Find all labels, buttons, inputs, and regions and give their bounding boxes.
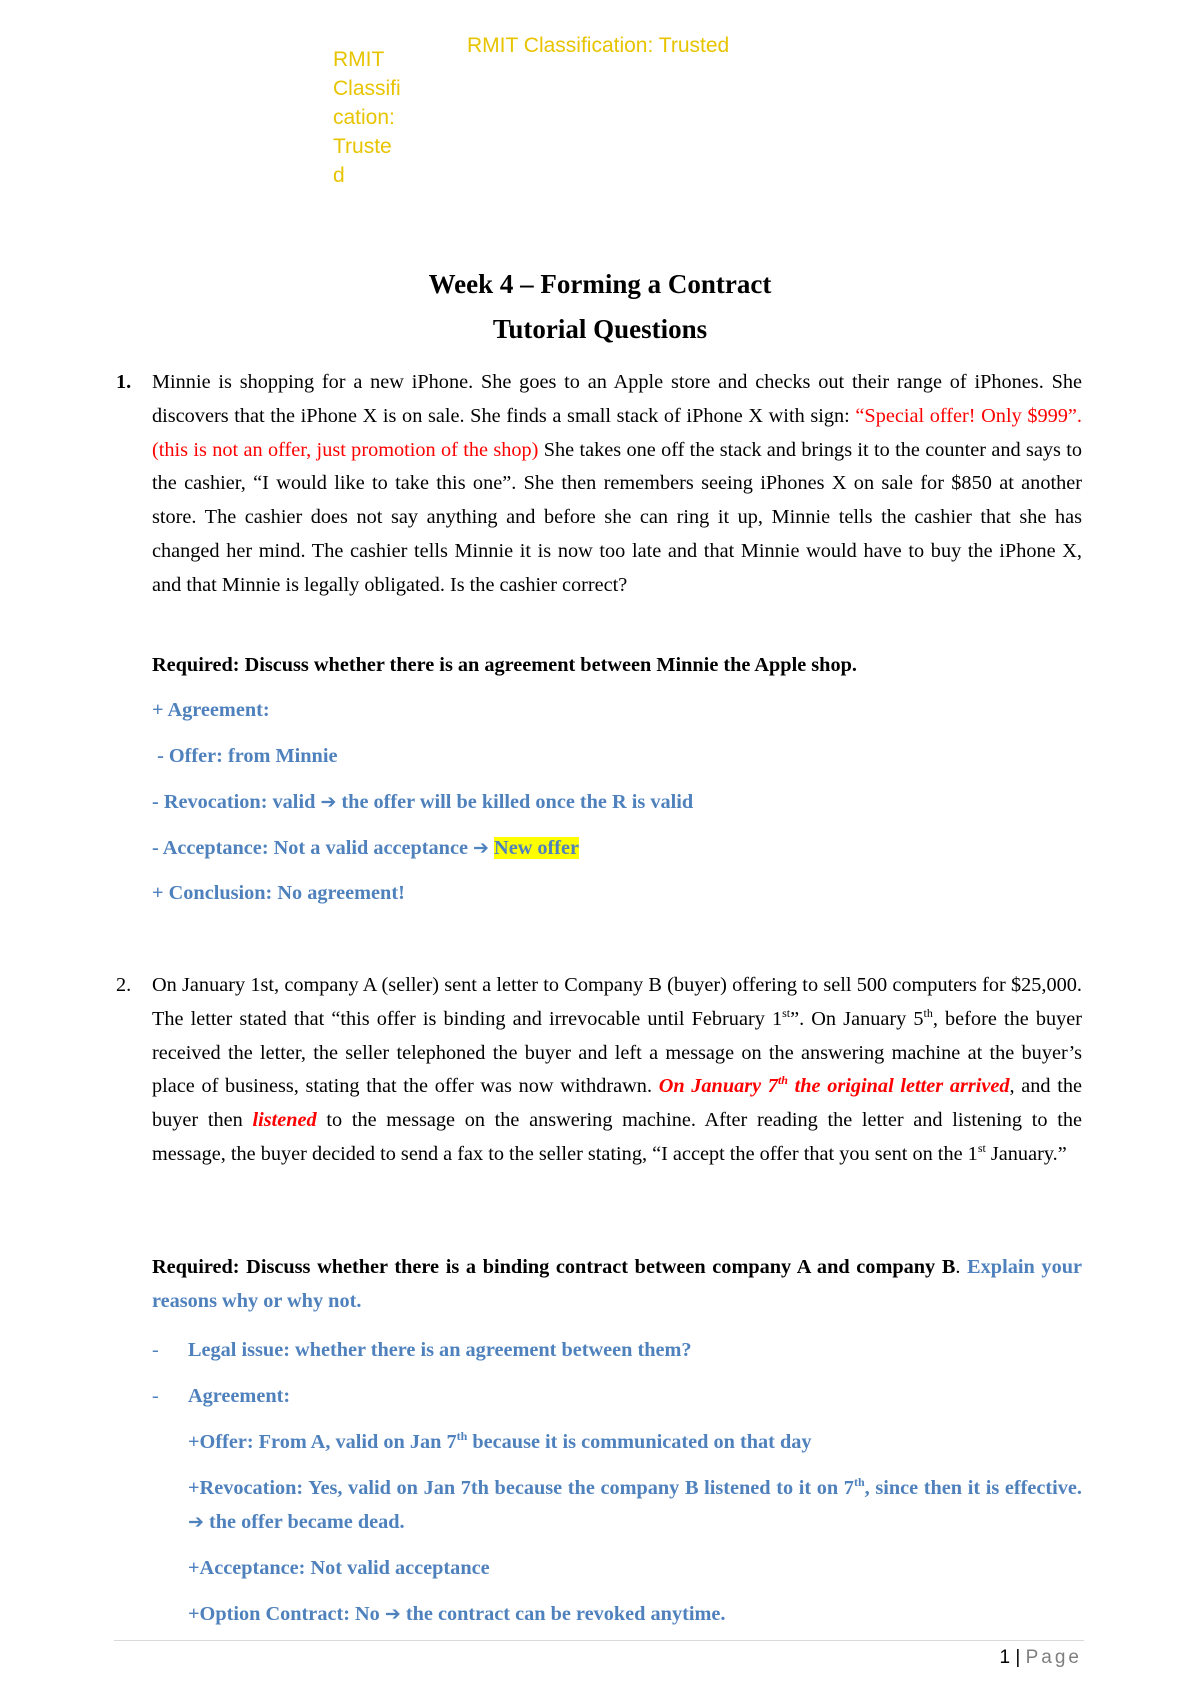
classification-side-line: Truste (333, 135, 392, 158)
footer-divider (114, 1640, 1084, 1641)
q2-agreement: Agreement: (188, 1385, 291, 1407)
bullet-dash: - (152, 1385, 159, 1407)
q2-legal-issue: Legal issue: whether there is an agreement between them? (188, 1339, 692, 1361)
q2-option-b: the contract can be revoked anytime. (400, 1603, 726, 1625)
q1-revocation-b: the offer will be killed once the R is valid (336, 791, 694, 813)
arrow-right-icon: ➔ (188, 1510, 204, 1533)
q2-sup-a: st (782, 1006, 791, 1021)
q2-sup-b: th (923, 1006, 933, 1021)
q2-acceptance: +Acceptance: Not valid acceptance (188, 1557, 490, 1579)
q1-answer-conclusion: + Conclusion: No agreement! (152, 882, 405, 904)
arrow-right-icon: ➔ (320, 791, 337, 813)
classification-side-line: d (333, 164, 345, 187)
q2-offer-b: because it is communicated on that day (467, 1431, 812, 1453)
page-title: Week 4 – Forming a Contract (428, 269, 772, 299)
q2-option-contract (188, 1598, 725, 1631)
q2-offer-sup: th (456, 1429, 468, 1444)
q2-revocation-c: the offer became dead. (203, 1510, 405, 1533)
classification-label-side (333, 45, 401, 190)
bullet-dash: - (152, 1339, 159, 1361)
q2-revocation-b: , since then it is effective. (864, 1477, 1082, 1499)
q2-text-c: , before the buyer received the letter, the seller telephoned the buyer and left a message on the answering machine at the buyer’s place of business, stating that the offer was now withdrawn. (152, 1007, 1083, 1098)
q2-revocation-sup: th (853, 1475, 865, 1490)
q1-answer-agreement: + Agreement: (152, 699, 270, 721)
q1-text-a: Minnie is shopping for a new iPhone. She goes to an Apple store and checks out their range of iPhones. She discovers that the iPhone X is on sale. She finds a small stack of iPhone X with sign: (152, 371, 1082, 427)
page-number: 1 (999, 1647, 1011, 1668)
q2-offer-a: +Offer: From A, valid on Jan 7 (188, 1431, 457, 1453)
q1-sign-red: “Special offer! Only $999”. (this is not an offer, just promotion of the shop) (152, 404, 1082, 461)
q2-offer (188, 1426, 812, 1459)
classification-side-line: cation: (333, 106, 395, 129)
q2-required-dot: . (955, 1256, 961, 1278)
question-2-text (152, 969, 1082, 1172)
q2-red-listened: listened (252, 1109, 317, 1132)
q1-answer-revocation (152, 786, 693, 819)
question-1-required: Required: Discuss whether there is an agreement between Minnie the Apple shop. (152, 654, 857, 676)
q2-text-a: On January 1st, company A (seller) sent a letter to Company B (buyer) offering to sell 500 computers for $25,000. The letter stated that “this offer is binding and irrevocable until February 1 (152, 974, 1082, 1030)
question-1-number: 1. (116, 371, 132, 393)
q1-revocation-a: - Revocation: valid (152, 791, 321, 813)
classification-side-line: RMIT (333, 48, 385, 71)
q1-acceptance-a: - Acceptance: Not a valid acceptance (152, 837, 474, 859)
question-2-number: 2. (116, 974, 132, 996)
q2-revocation (188, 1472, 1082, 1539)
q2-text-f: January.” (985, 1142, 1067, 1165)
q2-text-e: to the message on the answering machine. After reading the letter and listening to the message, the buyer decided to send a fax to the seller stating, “I accept the offer that you sent on the 1 (152, 1109, 1082, 1165)
arrow-right-icon: ➔ (384, 1603, 401, 1625)
q2-required-bold: Required: Discuss whether there is a binding contract between company A and company B (152, 1256, 956, 1278)
page-subtitle: Tutorial Questions (492, 314, 708, 344)
arrow-right-icon: ➔ (473, 837, 489, 859)
q2-text-b: ”. On January 5 (790, 1007, 924, 1030)
q2-option-a: +Option Contract: No (188, 1603, 385, 1625)
q1-answer-acceptance (152, 832, 579, 865)
q2-revocation-a: +Revocation: Yes, valid on Jan 7th because the company B listened to it on 7 (188, 1477, 854, 1499)
page-label: Page (1025, 1647, 1082, 1668)
classification-side-line: Classifi (333, 77, 401, 100)
q2-required-blue: Explain your reasons why or why not. (152, 1256, 1082, 1312)
q2-red-b: the original letter arrived (787, 1075, 1010, 1098)
q2-red-a: On January 7 (658, 1075, 778, 1098)
page-footer (1000, 1647, 1082, 1669)
q2-red-sup: th (777, 1073, 788, 1088)
q2-text-d: , and the buyer then (152, 1075, 1082, 1132)
q1-answer-offer: - Offer: from Minnie (152, 745, 338, 767)
page-separator: | (1010, 1647, 1026, 1668)
classification-label-top: RMIT Classification: Trusted (467, 34, 730, 57)
question-2-required (152, 1251, 1082, 1319)
q1-acceptance-highlight: New offer (494, 837, 580, 859)
q2-sup-c: st (977, 1141, 986, 1156)
q1-text-b: She takes one off the stack and brings it to the counter and says to the cashier, “I would like to take this one”. She then remembers seeing iPhones X on sale for $850 at another store. The cashier does not say anything and before she can ring it up, Minnie tells the cashier that she has changed her mind. The cashier tells Minnie it is now too late and that Minnie would have to buy the iPhone X, and that Minnie is legally obligated. Is the cashier correct? (152, 438, 1082, 596)
question-1-text (152, 366, 1082, 603)
